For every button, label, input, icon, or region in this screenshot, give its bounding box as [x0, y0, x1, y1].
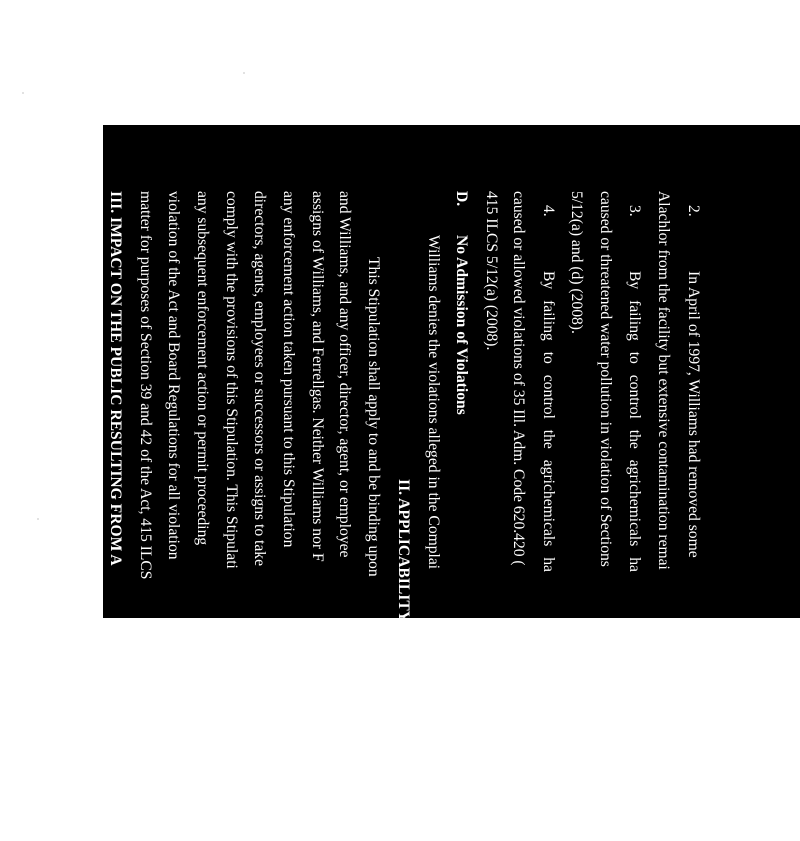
section-ii-text: comply with the provisions of this Stipulation. This Stipulati — [223, 191, 240, 569]
scan-speck — [37, 518, 39, 520]
paragraph-4-text: By failing to control the agrichemicals ha — [540, 271, 557, 572]
section-ii-text: directors, agents, employees or successors or assigns to take — [251, 191, 268, 567]
paragraph-2-number: 2. — [685, 205, 702, 217]
section-d-letter: D. — [453, 191, 470, 207]
paragraph-3-continuation: 5/12(a) and (d) (2008). — [568, 191, 585, 334]
section-d-heading: No Admission of Violations — [453, 235, 470, 415]
paragraph-4-number: 4. — [540, 205, 557, 217]
paragraph-2-text: In April of 1997, Williams had removed some — [685, 271, 702, 558]
scan-speck — [22, 92, 24, 94]
section-ii-text: This Stipulation shall apply to and be binding upon — [365, 257, 382, 577]
scanned-document-page — [59, 125, 800, 622]
section-d-text: Williams denies the violations alleged in the Complai — [425, 235, 442, 570]
paragraph-2-continuation: Alachlor from the facility but extensive contamination remai — [655, 191, 672, 570]
paragraph-4-continuation: 415 ILCS 5/12(a) (2008). — [483, 191, 500, 351]
section-ii-text: any subsequent enforcement action or permit proceeding — [194, 191, 211, 546]
section-ii-text: any enforcement action taken pursuant to this Stipulation — [280, 191, 297, 548]
section-iii-heading: III. IMPACT ON THE PUBLIC RESULTING FROM A — [107, 191, 124, 566]
paragraph-3-text: By failing to control the agrichemicals ha — [626, 271, 643, 572]
section-ii-text: matter for purposes of Section 39 and 42 of the Act, 415 ILCS — [137, 191, 154, 580]
section-ii-text: assigns of Williams, and Ferrellgas. Neither Williams nor F — [309, 191, 326, 562]
paragraph-3-number: 3. — [626, 205, 643, 217]
page-number: 3 — [59, 503, 74, 510]
section-ii-heading: II. APPLICABILITY — [395, 479, 412, 622]
scan-speck — [243, 72, 245, 74]
paragraph-3-continuation: caused or threatened water pollution in violation of Sections — [597, 191, 614, 567]
section-iii-text: Section 33(c) of the Act, 415 ILCS 5/33(c) (2006), pro — [79, 257, 96, 598]
document-page-content — [59, 191, 705, 841]
paragraph-4-continuation: caused or allowed violations of 35 Ill. Adm. Code 620.420 ( — [510, 191, 527, 566]
section-ii-text: violation of the Act and Board Regulations for all violation — [165, 191, 182, 560]
section-ii-text: and Williams, and any officer, director, agent, or employee — [336, 191, 353, 558]
